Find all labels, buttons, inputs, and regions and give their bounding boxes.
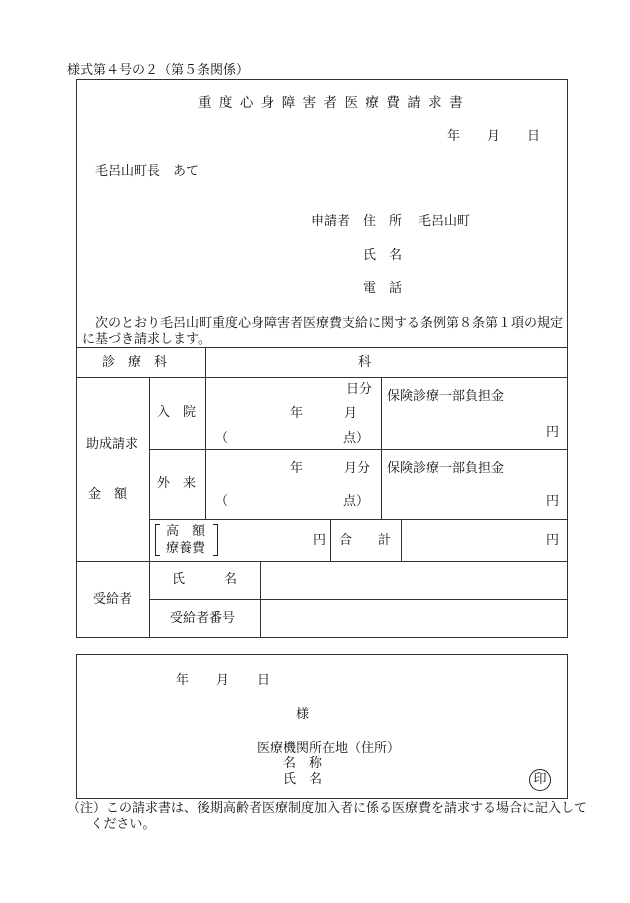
high-cost-label-2: 療養費 — [166, 541, 206, 556]
applicant-phone-label: 電 話 — [363, 281, 403, 296]
bracket-right — [213, 524, 218, 556]
recipient-name-label: 氏 名 — [172, 572, 238, 587]
institution-address-label: 医療機関所在地（住所） — [257, 741, 401, 756]
seal-mark: 印 — [529, 769, 551, 791]
high-cost-yen: 円 — [313, 533, 327, 548]
table-divider — [149, 377, 150, 638]
table-divider — [401, 519, 402, 561]
date-day-label: 日 — [527, 129, 541, 144]
inpatient-label: 入 院 — [157, 405, 197, 420]
department-label: 診 療 科 — [102, 355, 168, 370]
table-divider — [205, 347, 206, 519]
addressee: 毛呂山町長 あて — [95, 164, 200, 179]
department-suffix: 科 — [358, 355, 372, 370]
recipient-number-label: 受給者番号 — [170, 611, 236, 626]
institution-name-label: 名 称 — [283, 756, 323, 771]
inpatient-copay-label: 保険診療一部負担金 — [387, 389, 505, 404]
high-cost-label-1: 高 額 — [166, 524, 206, 539]
form-number: 様式第４号の２（第５条関係） — [67, 63, 250, 78]
table-line — [149, 449, 568, 450]
cert-day-label: 日 — [257, 673, 271, 688]
date-year-label: 年 — [447, 129, 461, 144]
cert-year-label: 年 — [176, 673, 190, 688]
recipient-label: 受給者 — [93, 592, 133, 607]
inpatient-yen: 円 — [546, 425, 560, 440]
cert-month-label: 月 — [216, 673, 230, 688]
outpatient-month-suffix: 月分 — [344, 461, 371, 476]
applicant-name-label: 氏 名 — [363, 248, 403, 263]
outpatient-yen: 円 — [546, 494, 560, 509]
applicant-label: 申請者 — [311, 214, 351, 229]
table-divider — [330, 519, 331, 561]
request-statement: 次のとおり毛呂山町重度心身障害者医療費支給に関する条例第８条第１項の規定に基づき請求します。 — [82, 316, 564, 347]
table-divider — [381, 377, 382, 519]
inpatient-month-label: 月 — [344, 406, 358, 421]
inpatient-points-open: （ — [215, 431, 229, 446]
outpatient-label: 外 来 — [157, 476, 197, 491]
footnote: （注）この請求書は、後期高齢者医療制度加入者に係る医療費を請求する場合に記入してください。 — [67, 801, 588, 832]
inpatient-days-suffix: 日分 — [346, 382, 373, 397]
table-line — [149, 519, 568, 520]
grant-amount-label-1: 助成請求 — [86, 437, 139, 452]
total-yen: 円 — [546, 533, 560, 548]
outpatient-year-label: 年 — [290, 461, 304, 476]
applicant-address-label: 住 所 — [363, 214, 403, 229]
inpatient-year-label: 年 — [290, 406, 304, 421]
bracket-left — [155, 524, 160, 556]
inpatient-points-close: 点） — [343, 431, 370, 446]
table-top-line — [76, 347, 568, 348]
outpatient-points-open: （ — [215, 494, 229, 509]
honorific-sama: 様 — [296, 707, 310, 722]
total-label: 合 計 — [339, 533, 392, 548]
applicant-address-value: 毛呂山町 — [418, 214, 471, 229]
table-divider — [260, 561, 261, 638]
representative-name-label: 氏 名 — [283, 772, 323, 787]
grant-amount-label-2: 金 額 — [88, 487, 128, 502]
outpatient-points-close: 点） — [343, 494, 370, 509]
date-month-label: 月 — [487, 129, 501, 144]
table-line — [149, 599, 568, 600]
outpatient-copay-label: 保険診療一部負担金 — [387, 461, 505, 476]
form-title: 重度心身障害者医療費請求書 — [198, 95, 471, 111]
